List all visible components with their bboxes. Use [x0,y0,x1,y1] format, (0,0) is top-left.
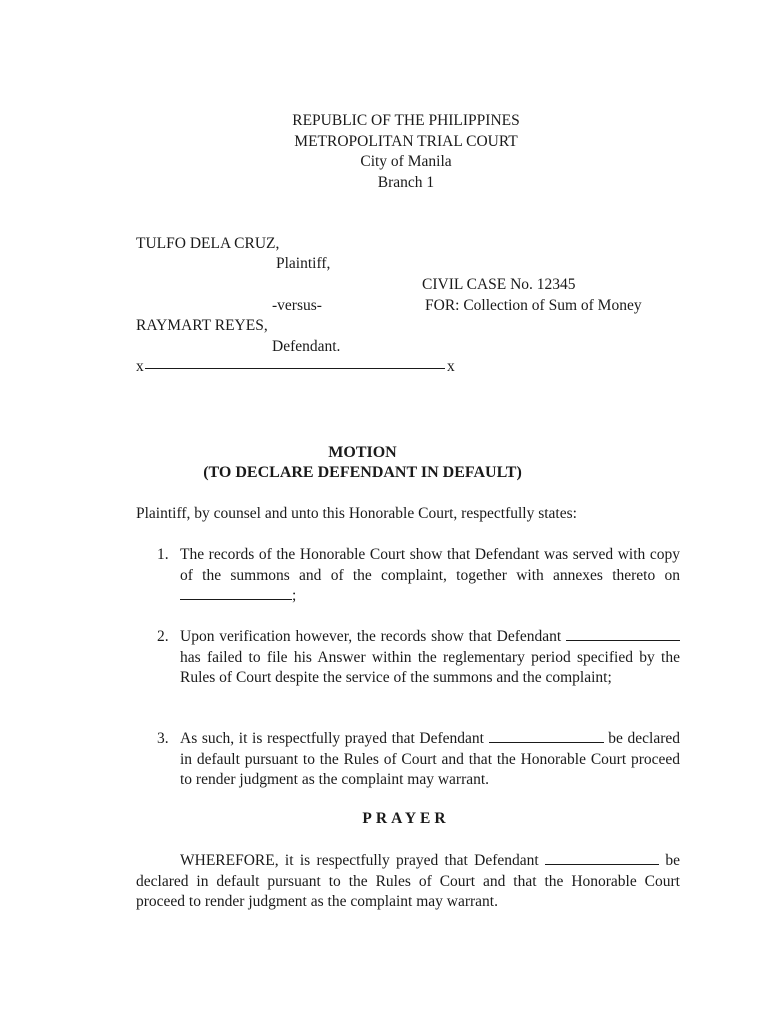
case-number: CIVIL CASE No. 12345 [422,276,576,293]
item-text-a: As such, it is respectfully prayed that Defendant [180,730,484,747]
prayer-heading: PRAYER [362,810,450,827]
defendant-blank-field [489,729,604,743]
item-text-b: be declared in default pursuant to the Rules of Court and that the Honorable Court proceed to render judgment as the complaint may warrant. [180,730,681,788]
intro-paragraph: Plaintiff, by counsel and unto this Honorable Court, respectfully states: [136,505,577,522]
header-republic: REPUBLIC OF THE PHILIPPINES [292,112,520,129]
item-text [180,545,680,607]
date-blank-field [180,586,292,600]
defendant-label: Defendant. [272,338,341,355]
prayer-text-a: WHEREFORE, it is respectfully prayed that Defendant [180,852,539,869]
case-subject: FOR: Collection of Sum of Money [425,297,642,314]
motion-title [0,442,725,463]
motion-subtitle-wrap [0,462,725,483]
item-text-b: ; [292,587,297,604]
prayer-text-b: be declared in default pursuant to the Rules of Court and that the Honorable Court proceed to render judgment as the complaint may warrant. [136,852,681,910]
item-text-b: has failed to file his Answer within the reglementary period specified by the Rules of Court despite the service of the summons and the complaint; [180,648,680,686]
item-text [180,729,680,791]
separator-rule [145,368,445,369]
separator-start: x [136,358,144,375]
item-text-a: Upon verification however, the records show that Defendant [180,628,562,645]
prayer-paragraph [136,851,680,913]
item-text [180,627,680,689]
plaintiff-label: Plaintiff, [276,255,331,272]
motion-subtitle: (TO DECLARE DEFENDANT IN DEFAULT) [203,464,522,481]
court-header [0,111,768,193]
item-number: 2. [157,628,169,645]
versus-label: -versus- [272,297,322,314]
header-branch: Branch 1 [377,173,435,191]
item-number: 1. [157,546,169,563]
defendant-blank-field [566,627,680,641]
motion-title-main: MOTION [328,444,397,461]
item-text-a: The records of the Honorable Court show that Defendant was served with copy of the summons and of the complaint, together with annexes thereto on [180,546,680,584]
item-number: 3. [157,730,169,747]
caption-separator [136,358,456,376]
header-city: City of Manila [360,153,452,170]
plaintiff-name: TULFO DELA CRUZ, [136,235,280,252]
separator-end: x [447,358,455,375]
defendant-name: RAYMART REYES, [136,317,268,334]
header-court: METROPOLITAN TRIAL COURT [294,132,518,150]
defendant-blank-field [545,851,659,865]
